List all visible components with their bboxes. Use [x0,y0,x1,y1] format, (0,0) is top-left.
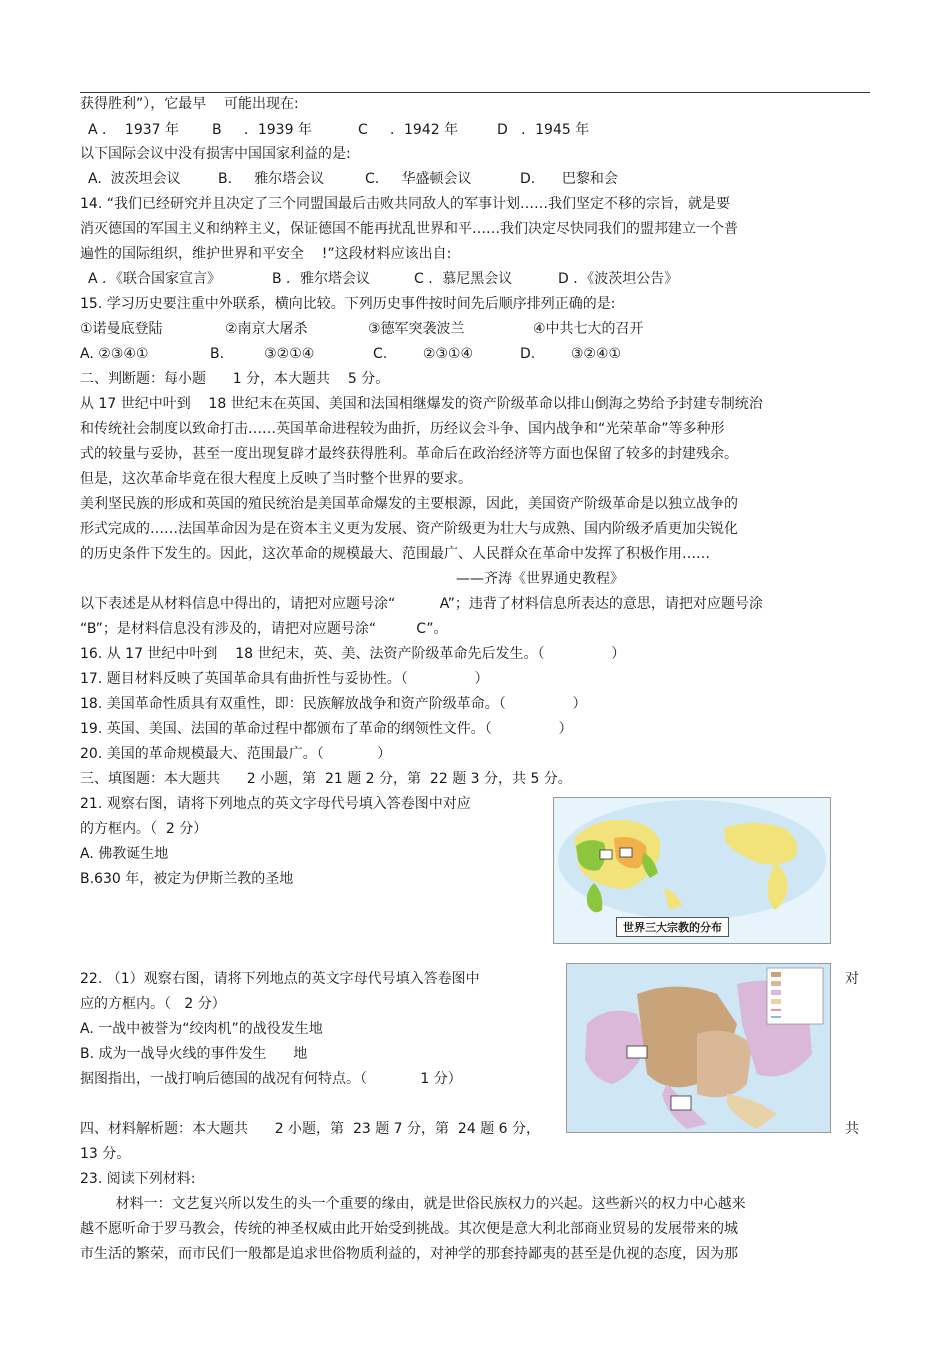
event-item: ②南京大屠杀 [225,321,308,337]
text-line: 形式完成的……法国革命因为是在资本主义更为发展、资产阶级更为壮大与成熟、国内阶级矛盾更加尖锐化 [80,521,738,537]
event-item: ①诺曼底登陆 [80,321,163,337]
text-line: 获得胜利”），它最早 可能出现在: [80,96,299,112]
section-heading: 三、填图题：本大题共 2 小题，第 21 题 2 分，第 22 题 3 分，共 5 分。 [80,771,572,787]
text-line: “B”；是材料信息没有涉及的，请把对应题号涂“ C”。 [80,621,448,637]
europe-map-graphic [567,964,830,1132]
text-line: 遍性的国际组织，维护世界和平安全 !”这段材料应该出自: [80,246,452,262]
text-line: B. 成为一战导火线的事件发生 地 [80,1046,308,1062]
header-rule [80,92,870,93]
text-line: 美利坚民族的形成和英国的殖民统治是美国革命爆发的主要根源，因此，美国资产阶级革命是以独立战争的 [80,496,738,512]
text-line: 消灭德国的军国主义和纳粹主义，保证德国不能再扰乱世界和平……我们决定尽快同我们的盟邦建立一个普 [80,221,738,237]
text-line: 和传统社会制度以致命打击……英国革命进程较为曲折，历经议会斗争、国内战争和“光荣革命”等多种形 [80,421,725,437]
option-c: C ．慕尼黑会议 [414,271,513,287]
source-citation: ——齐涛《世界通史教程》 [456,571,624,587]
question-20: 20. 美国的革命规模最大、范围最广。（ ） [80,746,392,762]
text-line: 材料一：文艺复兴所以发生的头一个重要的缘由，就是世俗民族权力的兴起。这些新兴的权力中心越来 [80,1196,746,1212]
text-fragment: 共 [845,1121,859,1137]
text-line: 从 17 世纪中叶到 18 世纪末在英国、美国和法国相继爆发的资产阶级革命以排山倒海之势给予封建专制统治 [80,396,763,412]
question-stem: 以下国际会议中没有损害中国国家利益的是: [80,146,351,162]
map-caption: 世界三大宗教的分布 [616,917,729,937]
option-c: C. ②③①④ [373,346,474,362]
event-item: ③德军突袭波兰 [368,321,465,337]
question-18: 18. 美国革命性质具有双重性，即：民族解放战争和资产阶级革命。（ ） [80,696,587,712]
option-d: D ．《波茨坦公告》 [558,271,679,287]
option-a: A ．《联合国家宣言》 [88,271,222,287]
wwi-europe-map [566,963,831,1133]
question-19: 19. 英国、美国、法国的革命过程中都颁布了革命的纲领性文件。（ ） [80,721,573,737]
question-15: 15. 学习历史要注重中外联系，横向比较。下列历史事件按时间先后顺序排列正确的是: [80,296,616,312]
option-d: D. ③②④① [520,346,622,362]
text-line: 越不愿听命于罗马教会，传统的神圣权威由此开始受到挑战。其次便是意大利北部商业贸易的发展带来的城 [80,1221,738,1237]
world-religion-map [553,797,831,944]
event-item: ④中共七大的召开 [533,321,644,337]
text-line: 市生活的繁荣，而市民们一般都是追求世俗物质利益的，对神学的那套持鄙夷的甚至是仇视的态度，因为那 [80,1246,738,1262]
text-line: A. 佛教诞生地 [80,846,169,862]
option-a: A. ②③④① [80,346,149,362]
section-heading: 二、判断题：每小题 1 分，本大题共 5 分。 [80,371,390,387]
text-line: 的历史条件下发生的。因此，这次革命的规模最大、范围最广、人民群众在革命中发挥了积极作用…… [80,546,710,562]
question-14: 14. “我们已经研究并且决定了三个同盟国最后击败共同敌人的军事计划……我们坚定不移的宗旨，就是要 [80,196,730,212]
text-line: 13 分。 [80,1146,131,1162]
text-line: B.630 年，被定为伊斯兰教的圣地 [80,871,294,887]
option-b: B. ③②①④ [210,346,315,362]
text-line: 以下表述是从材料信息中得出的，请把对应题号涂“ A”；违背了材料信息所表达的意思，请把对应题号涂 [80,596,763,612]
option-d: D ．1945 年 [497,122,590,138]
question-16: 16. 从 17 世纪中叶到 18 世纪末，英、美、法资产阶级革命先后发生。（ ） [80,646,626,662]
text-line: 据图指出，一战打响后德国的战况有何特点。（ 1 分） [80,1071,462,1087]
question-22: 22. （1）观察右图，请将下列地点的英文字母代号填入答卷图中 [80,971,480,987]
option-a: A ． 1937 年 [88,122,180,138]
option-a: A. 波茨坦会议 [88,171,181,187]
text-line: 但是，这次革命毕竟在很大程度上反映了当时整个世界的要求。 [80,471,472,487]
question-21: 21. 观察右图，请将下列地点的英文字母代号填入答卷图中对应 [80,796,471,812]
question-23: 23. 阅读下列材料: [80,1171,196,1187]
option-c: C ．1942 年 [358,122,459,138]
text-fragment: 对 [845,971,859,987]
text-line: 式的较量与妥协，甚至一度出现复辟才最终获得胜利。革命后在政治经济等方面也保留了较多的封建残余。 [80,446,738,462]
question-17: 17. 题目材料反映了英国革命具有曲折性与妥协性。（ ） [80,671,489,687]
option-b: B ．雅尔塔会议 [272,271,371,287]
text-line: 应的方框内。（ 2 分） [80,996,226,1012]
section-heading: 四、材料解析题：本大题共 2 小题，第 23 题 7 分，第 24 题 6 分， [80,1121,541,1137]
text-line: 的方框内。（ 2 分） [80,821,208,837]
option-d: D. 巴黎和会 [520,171,618,187]
option-b: B. 雅尔塔会议 [218,171,325,187]
option-c: C. 华盛顿会议 [365,171,472,187]
text-line: A. 一战中被誉为“绞肉机”的战役发生地 [80,1021,323,1037]
option-b: B ．1939 年 [212,122,312,138]
